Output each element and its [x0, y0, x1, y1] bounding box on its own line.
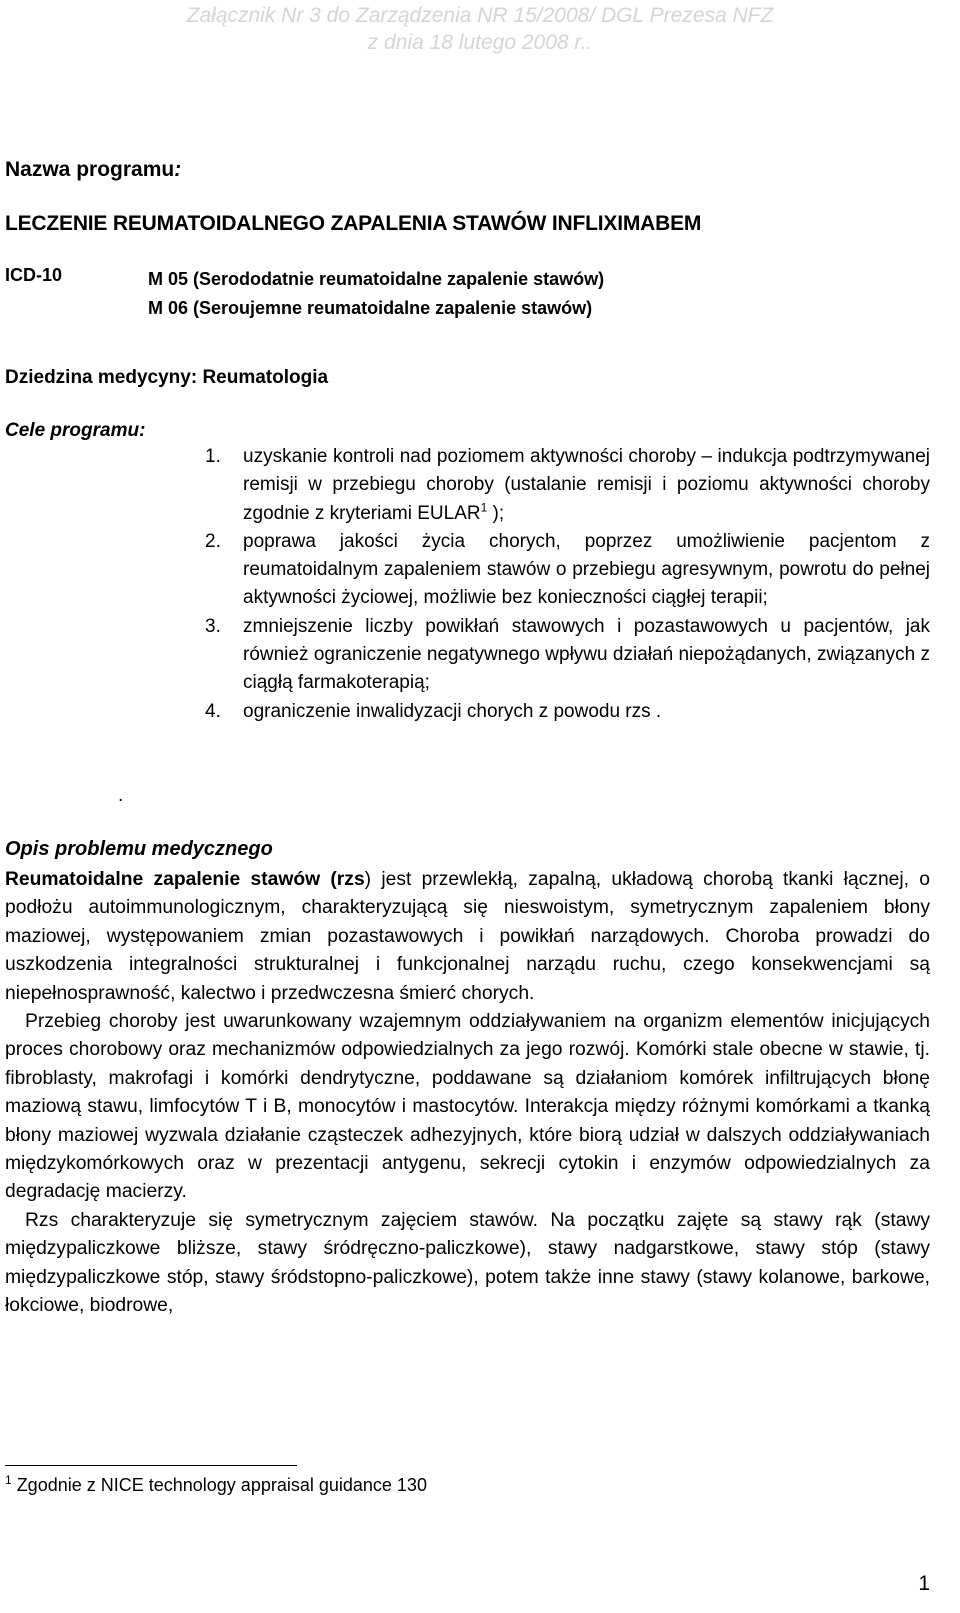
- header-line-1: Załącznik Nr 3 do Zarządzenia NR 15/2008/ DGL Prezesa NFZ: [186, 4, 774, 27]
- domain-line: [5, 367, 328, 389]
- icd-label: ICD-10: [5, 265, 63, 285]
- icd-codes: [148, 265, 604, 323]
- goal-item: 4. ograniczenie inwalidyzacji chorych z powodu rzs .: [205, 698, 930, 726]
- goals-label: Cele programu:: [5, 420, 146, 441]
- domain-value: Reumatologia: [202, 367, 329, 388]
- icd-code-item: M 05 (Serododatnie reumatoidalne zapalenie stawów): [148, 269, 605, 289]
- paragraph: Reumatoidalne zapalenie stawów (rzs) jest przewlekłą, zapalną, układową chorobą tkanki łącznej, o podłożu autoimmunologicznym, charakteryzującą się nieswoistym, symetrycznym zapaleniem błony maziowej, występowaniem zmian pozastawowych i powikłań narządowych. Choroba prowadzi do uszkodzenia integralności strukturalnej i funkcjonalnej narządu ruchu, czego konsekwencjami są niepełnosprawność, kalectwo i przedwczesna śmierć chorych.: [5, 869, 930, 1004]
- section-body: [5, 866, 930, 1321]
- paragraph: Przebieg choroby jest uwarunkowany wzajemnym oddziaływaniem na organizm elementów inicjujących proces chorobowy oraz mechanizmów odpowiedzialnych za jego rozwój. Komórki stale obecne w stawie, tj. fibroblasty, makrofagi i komórki dendrytyczne, poddawane są działaniom komórek infiltrujących błonę maziową stawu, limfocytów T i B, monocytów i mastocytów. Interakcja między różnymi komórkami a tkanką błony maziowej wyzwala działanie cząsteczek adhezyjnych, które biorą udział w dalszych oddziaływaniach międzykomórkowych oraz w prezentacji antygenu, sekrecji cytokin i enzymów odpowiedzialnych za degradację macierzy.: [5, 1011, 930, 1203]
- program-title: LECZENIE REUMATOIDALNEGO ZAPALENIA STAWÓW INFLIXIMABEM: [5, 212, 702, 235]
- page-number: 1: [918, 1572, 930, 1595]
- program-name-label: Nazwa programu:: [5, 158, 182, 181]
- goal-number: 4.: [205, 700, 221, 722]
- header-line-2: z dnia 18 lutego 2008 r..: [367, 31, 593, 54]
- footnote: $^1$ Zgodnie z NICE technology appraisal guidance 130: [5, 1473, 427, 1495]
- stray-dot: .: [118, 785, 124, 806]
- goal-number: 2.: [205, 530, 221, 552]
- goal-item: 1. uzyskanie kontroli nad poziomem aktywności choroby – indukcja podtrzymywanej remisji w przebiegu choroby (ustalanie remisji i poziomu aktywności choroby zgodnie z kryteriami EULAR$^1$ );: [205, 443, 930, 528]
- domain-label: Dziedzina medycyny:: [5, 367, 203, 388]
- goals-list: [205, 443, 930, 726]
- icd-code-item: M 06 (Seroujemne reumatoidalne zapalenie stawów): [148, 298, 593, 318]
- goal-item: 2. poprawa jakości życia chorych, poprzez umożliwienie pacjentom z reumatoidalnym zapaleniem stawów o przebiegu agresywnym, powrotu do pełnej aktywności życiowej, możliwie bez konieczności ciągłej terapii;: [205, 528, 930, 613]
- section-heading: Opis problemu medycznego: [5, 838, 273, 860]
- page-header: [0, 2, 960, 56]
- goal-number: 1.: [205, 446, 221, 467]
- footnote-divider: [5, 1465, 297, 1466]
- goal-number: 3.: [205, 615, 221, 637]
- paragraph: Rzs charakteryzuje się symetrycznym zajęciem stawów. Na początku zajęte są stawy rąk (stawy międzypaliczkowe bliższe, stawy śródręczno-paliczkowe), stawy nadgarstkowe, stawy stóp (stawy międzypaliczkowe stóp, stawy śródstopno-paliczkowe), potem także inne stawy (stawy kolanowe, barkowe, łokciowe, biodrowe,: [5, 1209, 930, 1317]
- footnote-ref: 1: [480, 500, 488, 515]
- goal-item: 3. zmniejszenie liczby powikłań stawowych i pozastawowych u pacjentów, jak również ograniczenie negatywnego wpływu działań niepożądanych, związanych z ciągłą farmakoterapią;: [205, 613, 930, 698]
